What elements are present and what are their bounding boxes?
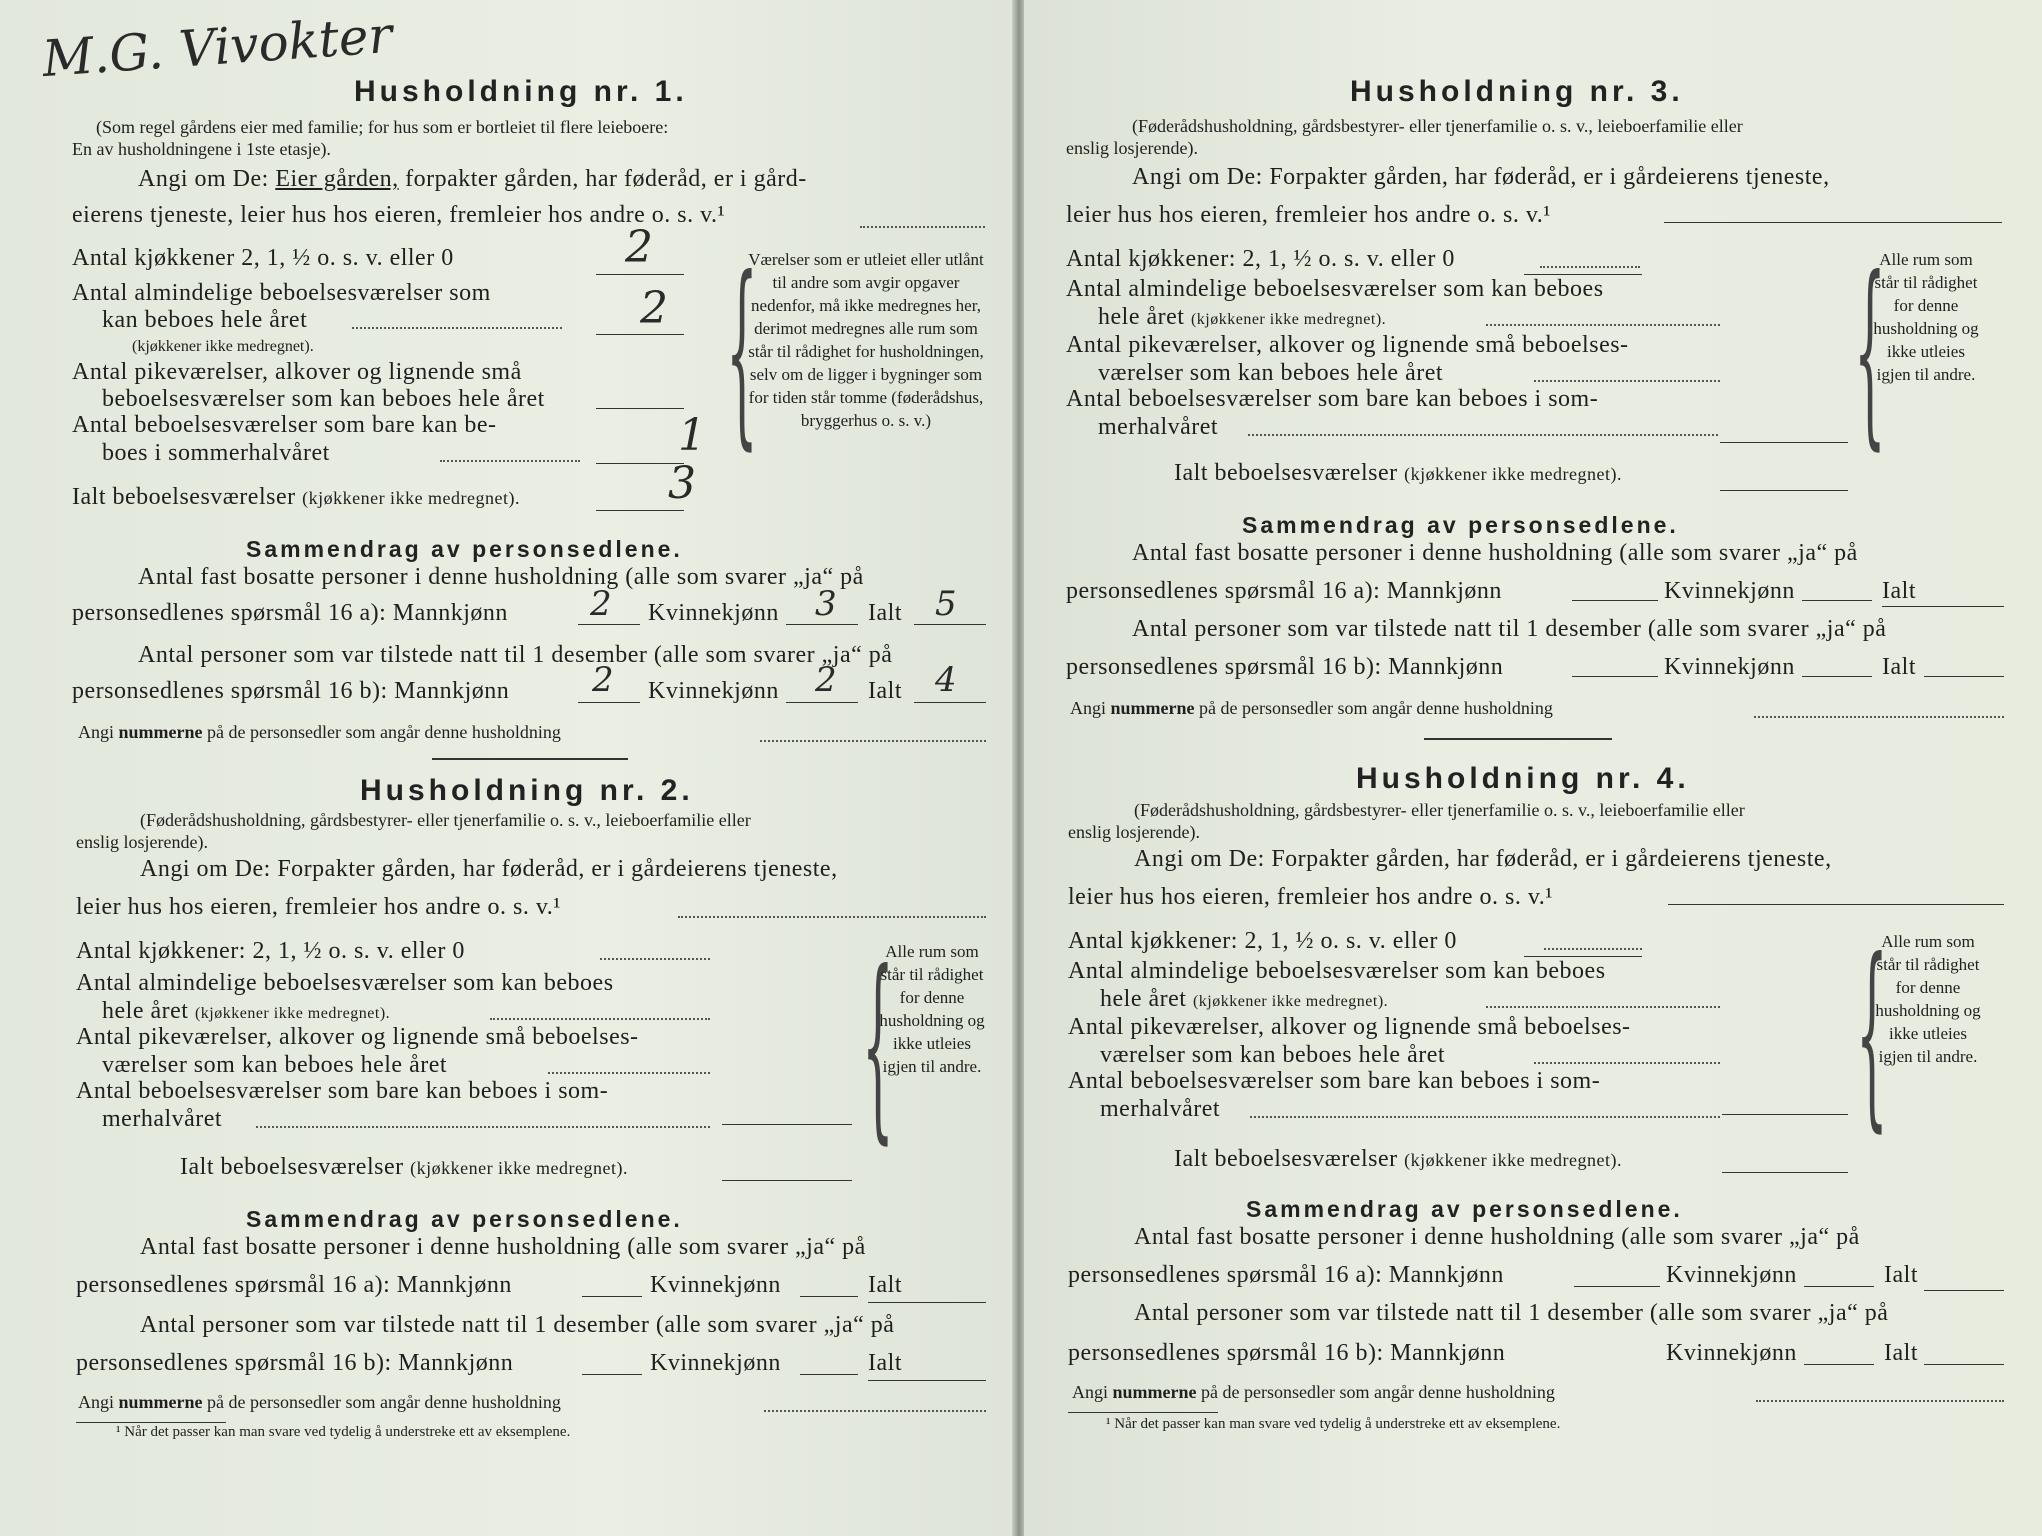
h1-q2-male-label: personsedlenes spørsmål 16 b): Mannkjønn bbox=[72, 678, 510, 704]
h4-intro-line1: (Føderådshusholdning, gårdsbestyrer- eller tjenerfamilie o. s. v., leieboerfamilie eller bbox=[1134, 800, 1745, 820]
h4-summer-rooms-label-line2: merhalvåret bbox=[1100, 1096, 1221, 1122]
h4-intro-line2: enslig losjerende). bbox=[1068, 822, 1200, 842]
h2-side-brace: { bbox=[862, 929, 894, 1162]
h2-angi-line2: leier hus hos eieren, fremleier hos andre o. s. v.¹ bbox=[76, 894, 561, 920]
h4-summary-q1-line1: Antal fast bosatte personer i denne husholdning (alle som svarer „ja“ på bbox=[1134, 1224, 1860, 1250]
h1-small-rooms-label-line1: Antal pikeværelser, alkover og lignende små bbox=[72, 359, 522, 385]
h4-small-rooms-label-line2: værelser som kan beboes hele året bbox=[1100, 1042, 1446, 1068]
footnote-rule-left bbox=[76, 1422, 226, 1423]
h3-rooms-dots bbox=[1486, 324, 1720, 326]
h1-rooms-label-line1: Antal almindelige beboelsesværelser som bbox=[72, 280, 491, 306]
h2-kitchens-dots bbox=[600, 958, 710, 960]
h1-kitchens-value: 2 bbox=[625, 222, 653, 273]
h4-total-text: Ialt beboelsesværelser bbox=[1174, 1146, 1398, 1172]
h2-numbers-bold: nummerne bbox=[118, 1392, 203, 1412]
h1-summary-q1-line1: Antal fast bosatte personer i denne husholdning (alle som svarer „ja“ på bbox=[138, 564, 864, 590]
h4-angi-line2: leier hus hos eieren, fremleier hos andre o. s. v.¹ bbox=[1068, 884, 1553, 910]
h3-small-rooms-label-line2: værelser som kan beboes hele året bbox=[1098, 360, 1444, 386]
h4-side-brace: { bbox=[1856, 917, 1888, 1150]
h2-summer-rooms-line bbox=[722, 1124, 852, 1125]
h1-separator bbox=[432, 758, 628, 760]
h2-numbers-angi: Angi bbox=[78, 1392, 114, 1412]
h2-kitchens-label: Antal kjøkkener: 2, 1, ½ o. s. v. eller 0 bbox=[76, 938, 465, 964]
h3-rooms-text: hele året bbox=[1098, 304, 1185, 330]
h2-rooms-dots bbox=[490, 1018, 710, 1020]
h2-rooms-label-line2 bbox=[102, 998, 390, 1025]
h4-summer-rooms-line bbox=[1722, 1114, 1848, 1115]
h4-numbers-angi: Angi bbox=[1072, 1382, 1108, 1402]
h3-separator bbox=[1424, 738, 1612, 740]
h2-q2-male-label: personsedlenes spørsmål 16 b): Mannkjønn bbox=[76, 1350, 514, 1376]
h2-q2-female-line bbox=[800, 1374, 858, 1375]
h1-summer-rooms-dots bbox=[440, 460, 580, 462]
h3-numbers-bold: nummerne bbox=[1110, 698, 1195, 718]
h4-kitchens-label: Antal kjøkkener: 2, 1, ½ o. s. v. eller 0 bbox=[1068, 928, 1457, 954]
h4-rooms-label-line1: Antal almindelige beboelsesværelser som kan beboes bbox=[1068, 958, 1606, 984]
h2-q1-female-line bbox=[800, 1296, 858, 1297]
h1-kitchens-line bbox=[596, 274, 684, 275]
h2-title: Husholdning nr. 2. bbox=[360, 774, 694, 807]
h1-summary-q1-line2 bbox=[72, 600, 508, 627]
h3-q1-female-label: Kvinnekjønn bbox=[1664, 578, 1795, 604]
h4-total-label bbox=[1174, 1146, 1622, 1173]
h3-total-text: Ialt beboelsesværelser bbox=[1174, 460, 1398, 486]
h3-side-brace: { bbox=[1854, 235, 1886, 468]
h3-summer-rooms-label-line2: merhalvåret bbox=[1098, 414, 1219, 440]
h4-rooms-text: hele året bbox=[1100, 986, 1187, 1012]
h3-q2-female-line bbox=[1802, 676, 1872, 677]
h3-summary-q2-line1: Antal personer som var tilstede natt til 1 desember (alle som svarer „ja“ på bbox=[1132, 616, 1887, 642]
h3-numbers-rest: på de personsedler som angår denne husholdning bbox=[1199, 698, 1553, 718]
h1-angi-prefix: Angi om De: bbox=[138, 166, 269, 192]
h2-q1-total-label: Ialt bbox=[868, 1272, 902, 1298]
h1-rooms-value: 2 bbox=[640, 283, 668, 334]
h2-intro-line2: enslig losjerende). bbox=[76, 832, 208, 852]
h1-q1-total-label: Ialt bbox=[868, 600, 902, 626]
h3-total-label bbox=[1174, 460, 1622, 487]
h3-summary-title: Sammendrag av personsedlene. bbox=[1242, 512, 1679, 538]
h1-numbers-angi: Angi bbox=[78, 722, 114, 742]
h1-q2-male-line bbox=[578, 702, 640, 703]
h4-kitchens-line bbox=[1524, 956, 1642, 957]
h2-rooms-note: (kjøkkener ikke medregnet). bbox=[194, 1005, 391, 1022]
h3-q1-total-label: Ialt bbox=[1882, 578, 1916, 604]
h2-q2-male-line bbox=[582, 1374, 642, 1375]
h3-q2-male-label: personsedlenes spørsmål 16 b): Mannkjønn bbox=[1066, 654, 1504, 680]
h1-q1-male-line bbox=[578, 624, 640, 625]
h3-angi-answer-line bbox=[1664, 222, 2002, 223]
h2-numbers-label bbox=[78, 1392, 561, 1413]
h2-q2-total-label: Ialt bbox=[868, 1350, 902, 1376]
h2-q2-total-line bbox=[868, 1380, 986, 1381]
h3-q1-female-line bbox=[1802, 600, 1872, 601]
h4-summer-rooms-label-line1: Antal beboelsesværelser som bare kan beboes i som- bbox=[1068, 1068, 1601, 1094]
h4-side-note: Alle rum som står til rådighet for denne husholdning og ikke utleies igjen til andre. bbox=[1875, 932, 1981, 1066]
h2-intro-line1: (Føderådshusholdning, gårdsbestyrer- eller tjenerfamilie o. s. v., leieboerfamilie eller bbox=[140, 810, 751, 830]
h1-numbers-line bbox=[760, 740, 986, 742]
footnote-right: ¹ Når det passer kan man svare ved tydelig å understreke ett av eksemplene. bbox=[1106, 1416, 1561, 1432]
h1-summer-rooms-value: 1 bbox=[678, 410, 706, 461]
h2-q1-male-line bbox=[582, 1296, 642, 1297]
h2-rooms-text: hele året bbox=[102, 998, 189, 1024]
h2-side-note: Alle rum som står til rådighet for denne husholdning og ikke utleies igjen til andre. bbox=[879, 942, 985, 1076]
h3-side-note: Alle rum som står til rådighet for denne husholdning og ikke utleies igjen til andre. bbox=[1873, 250, 1979, 384]
h1-q2-total-value: 4 bbox=[935, 660, 957, 700]
h4-q1-male-line bbox=[1574, 1286, 1660, 1287]
h3-summer-rooms-line bbox=[1720, 442, 1848, 443]
h2-small-rooms-dots bbox=[548, 1072, 710, 1074]
h1-kitchens-label: Antal kjøkkener 2, 1, ½ o. s. v. eller 0 bbox=[72, 245, 454, 271]
h4-numbers-line bbox=[1756, 1400, 2004, 1402]
h4-kitchens-dots bbox=[1544, 948, 1642, 950]
h2-total-text: Ialt beboelsesværelser bbox=[180, 1154, 404, 1180]
h2-q1-male-label: personsedlenes spørsmål 16 a): Mannkjønn bbox=[76, 1272, 512, 1298]
h3-total-note: (kjøkkener ikke medregnet). bbox=[1404, 464, 1623, 484]
h3-kitchens-line bbox=[1524, 274, 1642, 275]
h4-q1-total-label: Ialt bbox=[1884, 1262, 1918, 1288]
h2-summer-rooms-label-line2: merhalvåret bbox=[102, 1106, 223, 1132]
h1-numbers-rest: på de personsedler som angår denne husholdning bbox=[207, 722, 561, 742]
h1-q1-female-label: Kvinnekjønn bbox=[648, 600, 779, 626]
h1-q1-female-value: 3 bbox=[815, 584, 837, 624]
h1-total-label bbox=[72, 484, 520, 511]
h4-summary-q2-line1: Antal personer som var tilstede natt til 1 desember (alle som svarer „ja“ på bbox=[1134, 1300, 1889, 1326]
h1-title: Husholdning nr. 1. bbox=[354, 75, 688, 108]
h3-q1-male-label: personsedlenes spørsmål 16 a): Mannkjønn bbox=[1066, 578, 1502, 604]
h3-intro-line1: (Føderådshusholdning, gårdsbestyrer- eller tjenerfamilie o. s. v., leieboerfamilie eller bbox=[1132, 116, 1743, 136]
handwritten-header: M.G. Vivokter bbox=[40, 5, 395, 89]
h1-q2-female-value: 2 bbox=[815, 660, 837, 700]
h1-q2-total-line bbox=[914, 702, 986, 703]
h4-rooms-dots bbox=[1486, 1006, 1720, 1008]
h1-q1-total-value: 5 bbox=[935, 584, 957, 624]
h1-angi-line1 bbox=[138, 166, 807, 193]
h1-intro-line1: (Som regel gårdens eier med familie; for hus som er bortleiet til flere leieboere: bbox=[96, 117, 669, 137]
h3-rooms-note: (kjøkkener ikke medregnet). bbox=[1190, 311, 1387, 328]
h1-side-note: Værelser som er utleiet eller utlånt til andre som avgir opgaver nedenfor, må ikke medregnes her, derimot medregnes alle rum som står til rådighet for husholdningen, selv om de ligger i bygninger som for tiden står tomme (føderådshus, bryggerhus o. s. v.) bbox=[748, 250, 984, 430]
footnote-rule-right bbox=[1068, 1412, 1218, 1413]
h3-q1-male-line bbox=[1572, 600, 1658, 601]
h1-intro-line2: En av husholdningene i 1ste etasje). bbox=[72, 139, 331, 159]
h4-total-line bbox=[1722, 1172, 1848, 1173]
h3-angi-line2: leier hus hos eieren, fremleier hos andre o. s. v.¹ bbox=[1066, 202, 1551, 228]
h4-q1-male-label: personsedlenes spørsmål 16 a): Mannkjønn bbox=[1068, 1262, 1504, 1288]
h1-q2-female-label: Kvinnekjønn bbox=[648, 678, 779, 704]
h3-numbers-label bbox=[1070, 698, 1553, 719]
h3-angi-line1: Angi om De: Forpakter gården, har føderåd, er i gårdeierens tjeneste, bbox=[1132, 164, 1830, 190]
h4-q2-total-line bbox=[1924, 1364, 2004, 1365]
h2-q1-female-label: Kvinnekjønn bbox=[650, 1272, 781, 1298]
h4-small-rooms-label-line1: Antal pikeværelser, alkover og lignende små beboelses- bbox=[1068, 1014, 1631, 1040]
h3-q1-total-line bbox=[1882, 606, 2004, 607]
h4-q2-female-label: Kvinnekjønn bbox=[1666, 1340, 1797, 1366]
h2-small-rooms-label-line2: værelser som kan beboes hele året bbox=[102, 1052, 448, 1078]
h1-rooms-note: (kjøkkener ikke medregnet). bbox=[132, 338, 314, 355]
h3-q2-total-label: Ialt bbox=[1882, 654, 1916, 680]
h1-q1-male-label: personsedlenes spørsmål 16 a): Mannkjønn bbox=[72, 600, 508, 626]
h3-small-rooms-dots bbox=[1534, 380, 1720, 382]
h1-total-value: 3 bbox=[668, 458, 696, 509]
h2-summary-q1-line1: Antal fast bosatte personer i denne husholdning (alle som svarer „ja“ på bbox=[140, 1234, 866, 1260]
h1-rooms-label-line2: kan beboes hele året bbox=[102, 307, 308, 333]
h1-q2-female-line bbox=[786, 702, 858, 703]
h4-q2-female-line bbox=[1804, 1364, 1874, 1365]
h2-numbers-line bbox=[764, 1410, 986, 1412]
h4-angi-answer-line bbox=[1668, 904, 2004, 905]
h1-small-rooms-line bbox=[596, 408, 684, 409]
h2-rooms-label-line1: Antal almindelige beboelsesværelser som kan beboes bbox=[76, 970, 614, 996]
h1-q1-male-value: 2 bbox=[590, 584, 612, 624]
h4-q1-female-line bbox=[1804, 1286, 1874, 1287]
h4-title: Husholdning nr. 4. bbox=[1356, 762, 1690, 795]
h3-rooms-label-line2 bbox=[1098, 304, 1386, 331]
h1-side-brace: { bbox=[726, 235, 758, 468]
h1-small-rooms-label-line2: beboelsesværelser som kan beboes hele året bbox=[102, 386, 545, 412]
h4-angi-line1: Angi om De: Forpakter gården, har føderåd, er i gårdeierens tjeneste, bbox=[1134, 846, 1832, 872]
h3-numbers-line bbox=[1754, 716, 2004, 718]
h4-rooms-note: (kjøkkener ikke medregnet). bbox=[1192, 993, 1389, 1010]
h3-small-rooms-label-line1: Antal pikeværelser, alkover og lignende små beboelses- bbox=[1066, 332, 1629, 358]
h3-total-line bbox=[1720, 490, 1848, 491]
h4-q1-total-line bbox=[1924, 1290, 2004, 1291]
h3-q2-female-label: Kvinnekjønn bbox=[1664, 654, 1795, 680]
h4-numbers-bold: nummerne bbox=[1112, 1382, 1197, 1402]
h3-q2-male-line bbox=[1572, 676, 1658, 677]
h4-numbers-rest: på de personsedler som angår denne husholdning bbox=[1201, 1382, 1555, 1402]
h1-angi-answer-line bbox=[860, 226, 985, 228]
h1-rooms-dots bbox=[352, 327, 562, 329]
h4-q2-total-label: Ialt bbox=[1884, 1340, 1918, 1366]
h3-summer-rooms-label-line1: Antal beboelsesværelser som bare kan beboes i som- bbox=[1066, 386, 1599, 412]
h2-q1-total-line bbox=[868, 1302, 986, 1303]
h2-angi-line1: Angi om De: Forpakter gården, har føderåd, er i gårdeierens tjeneste, bbox=[140, 856, 838, 882]
h2-total-note: (kjøkkener ikke medregnet). bbox=[410, 1158, 629, 1178]
h2-summer-rooms-label-line1: Antal beboelsesværelser som bare kan beboes i som- bbox=[76, 1078, 609, 1104]
h2-summer-rooms-dots bbox=[256, 1126, 710, 1128]
h1-angi-rest: forpakter gården, har føderåd, er i gård- bbox=[405, 166, 807, 192]
h3-summer-rooms-dots bbox=[1248, 434, 1718, 436]
right-page bbox=[1024, 0, 2042, 1536]
h2-total-label bbox=[180, 1154, 628, 1181]
h3-rooms-label-line1: Antal almindelige beboelsesværelser som kan beboes bbox=[1066, 276, 1604, 302]
h4-q2-male-label: personsedlenes spørsmål 16 b): Mannkjønn bbox=[1068, 1340, 1506, 1366]
h1-summer-rooms-label-line2: boes i sommerhalvåret bbox=[102, 440, 330, 466]
h1-numbers-bold: nummerne bbox=[118, 722, 203, 742]
h1-q1-female-line bbox=[786, 624, 858, 625]
h1-q2-total-label: Ialt bbox=[868, 678, 902, 704]
h4-summary-title: Sammendrag av personsedlene. bbox=[1246, 1196, 1683, 1222]
h2-angi-answer-line bbox=[678, 916, 986, 918]
h3-kitchens-label: Antal kjøkkener: 2, 1, ½ o. s. v. eller 0 bbox=[1066, 246, 1455, 272]
footnote-left: ¹ Når det passer kan man svare ved tydelig å understreke ett av eksemplene. bbox=[116, 1424, 571, 1440]
h4-numbers-label bbox=[1072, 1382, 1555, 1403]
h3-summary-q1-line1: Antal fast bosatte personer i denne husholdning (alle som svarer „ja“ på bbox=[1132, 540, 1858, 566]
h1-q2-male-value: 2 bbox=[592, 660, 614, 700]
h2-total-line bbox=[722, 1180, 852, 1181]
h3-kitchens-dots bbox=[1540, 266, 1640, 268]
h4-total-note: (kjøkkener ikke medregnet). bbox=[1404, 1150, 1623, 1170]
h1-numbers-label bbox=[78, 722, 561, 743]
h1-angi-line2: eierens tjeneste, leier hus hos eieren, fremleier hos andre o. s. v.¹ bbox=[72, 202, 726, 228]
h1-total-line bbox=[596, 510, 684, 511]
h4-rooms-label-line2 bbox=[1100, 986, 1388, 1013]
h1-summer-rooms-label-line1: Antal beboelsesværelser som bare kan be- bbox=[72, 412, 497, 438]
h2-summary-q2-line1: Antal personer som var tilstede natt til 1 desember (alle som svarer „ja“ på bbox=[140, 1312, 895, 1338]
h3-numbers-angi: Angi bbox=[1070, 698, 1106, 718]
h1-total-note: (kjøkkener ikke medregnet). bbox=[302, 488, 521, 508]
h2-numbers-rest: på de personsedler som angår denne husholdning bbox=[207, 1392, 561, 1412]
h3-intro-line2: enslig losjerende). bbox=[1066, 138, 1198, 158]
h1-summary-q2-line1: Antal personer som var tilstede natt til 1 desember (alle som svarer „ja“ på bbox=[138, 642, 893, 668]
h3-title: Husholdning nr. 3. bbox=[1350, 75, 1684, 108]
h1-summary-title: Sammendrag av personsedlene. bbox=[246, 536, 683, 562]
h1-total-text: Ialt beboelsesværelser bbox=[72, 484, 296, 510]
h1-q1-total-line bbox=[914, 624, 986, 625]
h1-angi-underlined-choice: Eier gården, bbox=[275, 166, 399, 192]
h4-summer-rooms-dots bbox=[1250, 1116, 1720, 1118]
h4-small-rooms-dots bbox=[1534, 1062, 1720, 1064]
left-page bbox=[0, 0, 1015, 1536]
h2-q2-female-label: Kvinnekjønn bbox=[650, 1350, 781, 1376]
h2-summary-title: Sammendrag av personsedlene. bbox=[246, 1206, 683, 1232]
h1-rooms-line bbox=[596, 334, 684, 335]
h3-q2-total-line bbox=[1924, 676, 2004, 677]
h2-small-rooms-label-line1: Antal pikeværelser, alkover og lignende små beboelses- bbox=[76, 1024, 639, 1050]
h4-q1-female-label: Kvinnekjønn bbox=[1666, 1262, 1797, 1288]
